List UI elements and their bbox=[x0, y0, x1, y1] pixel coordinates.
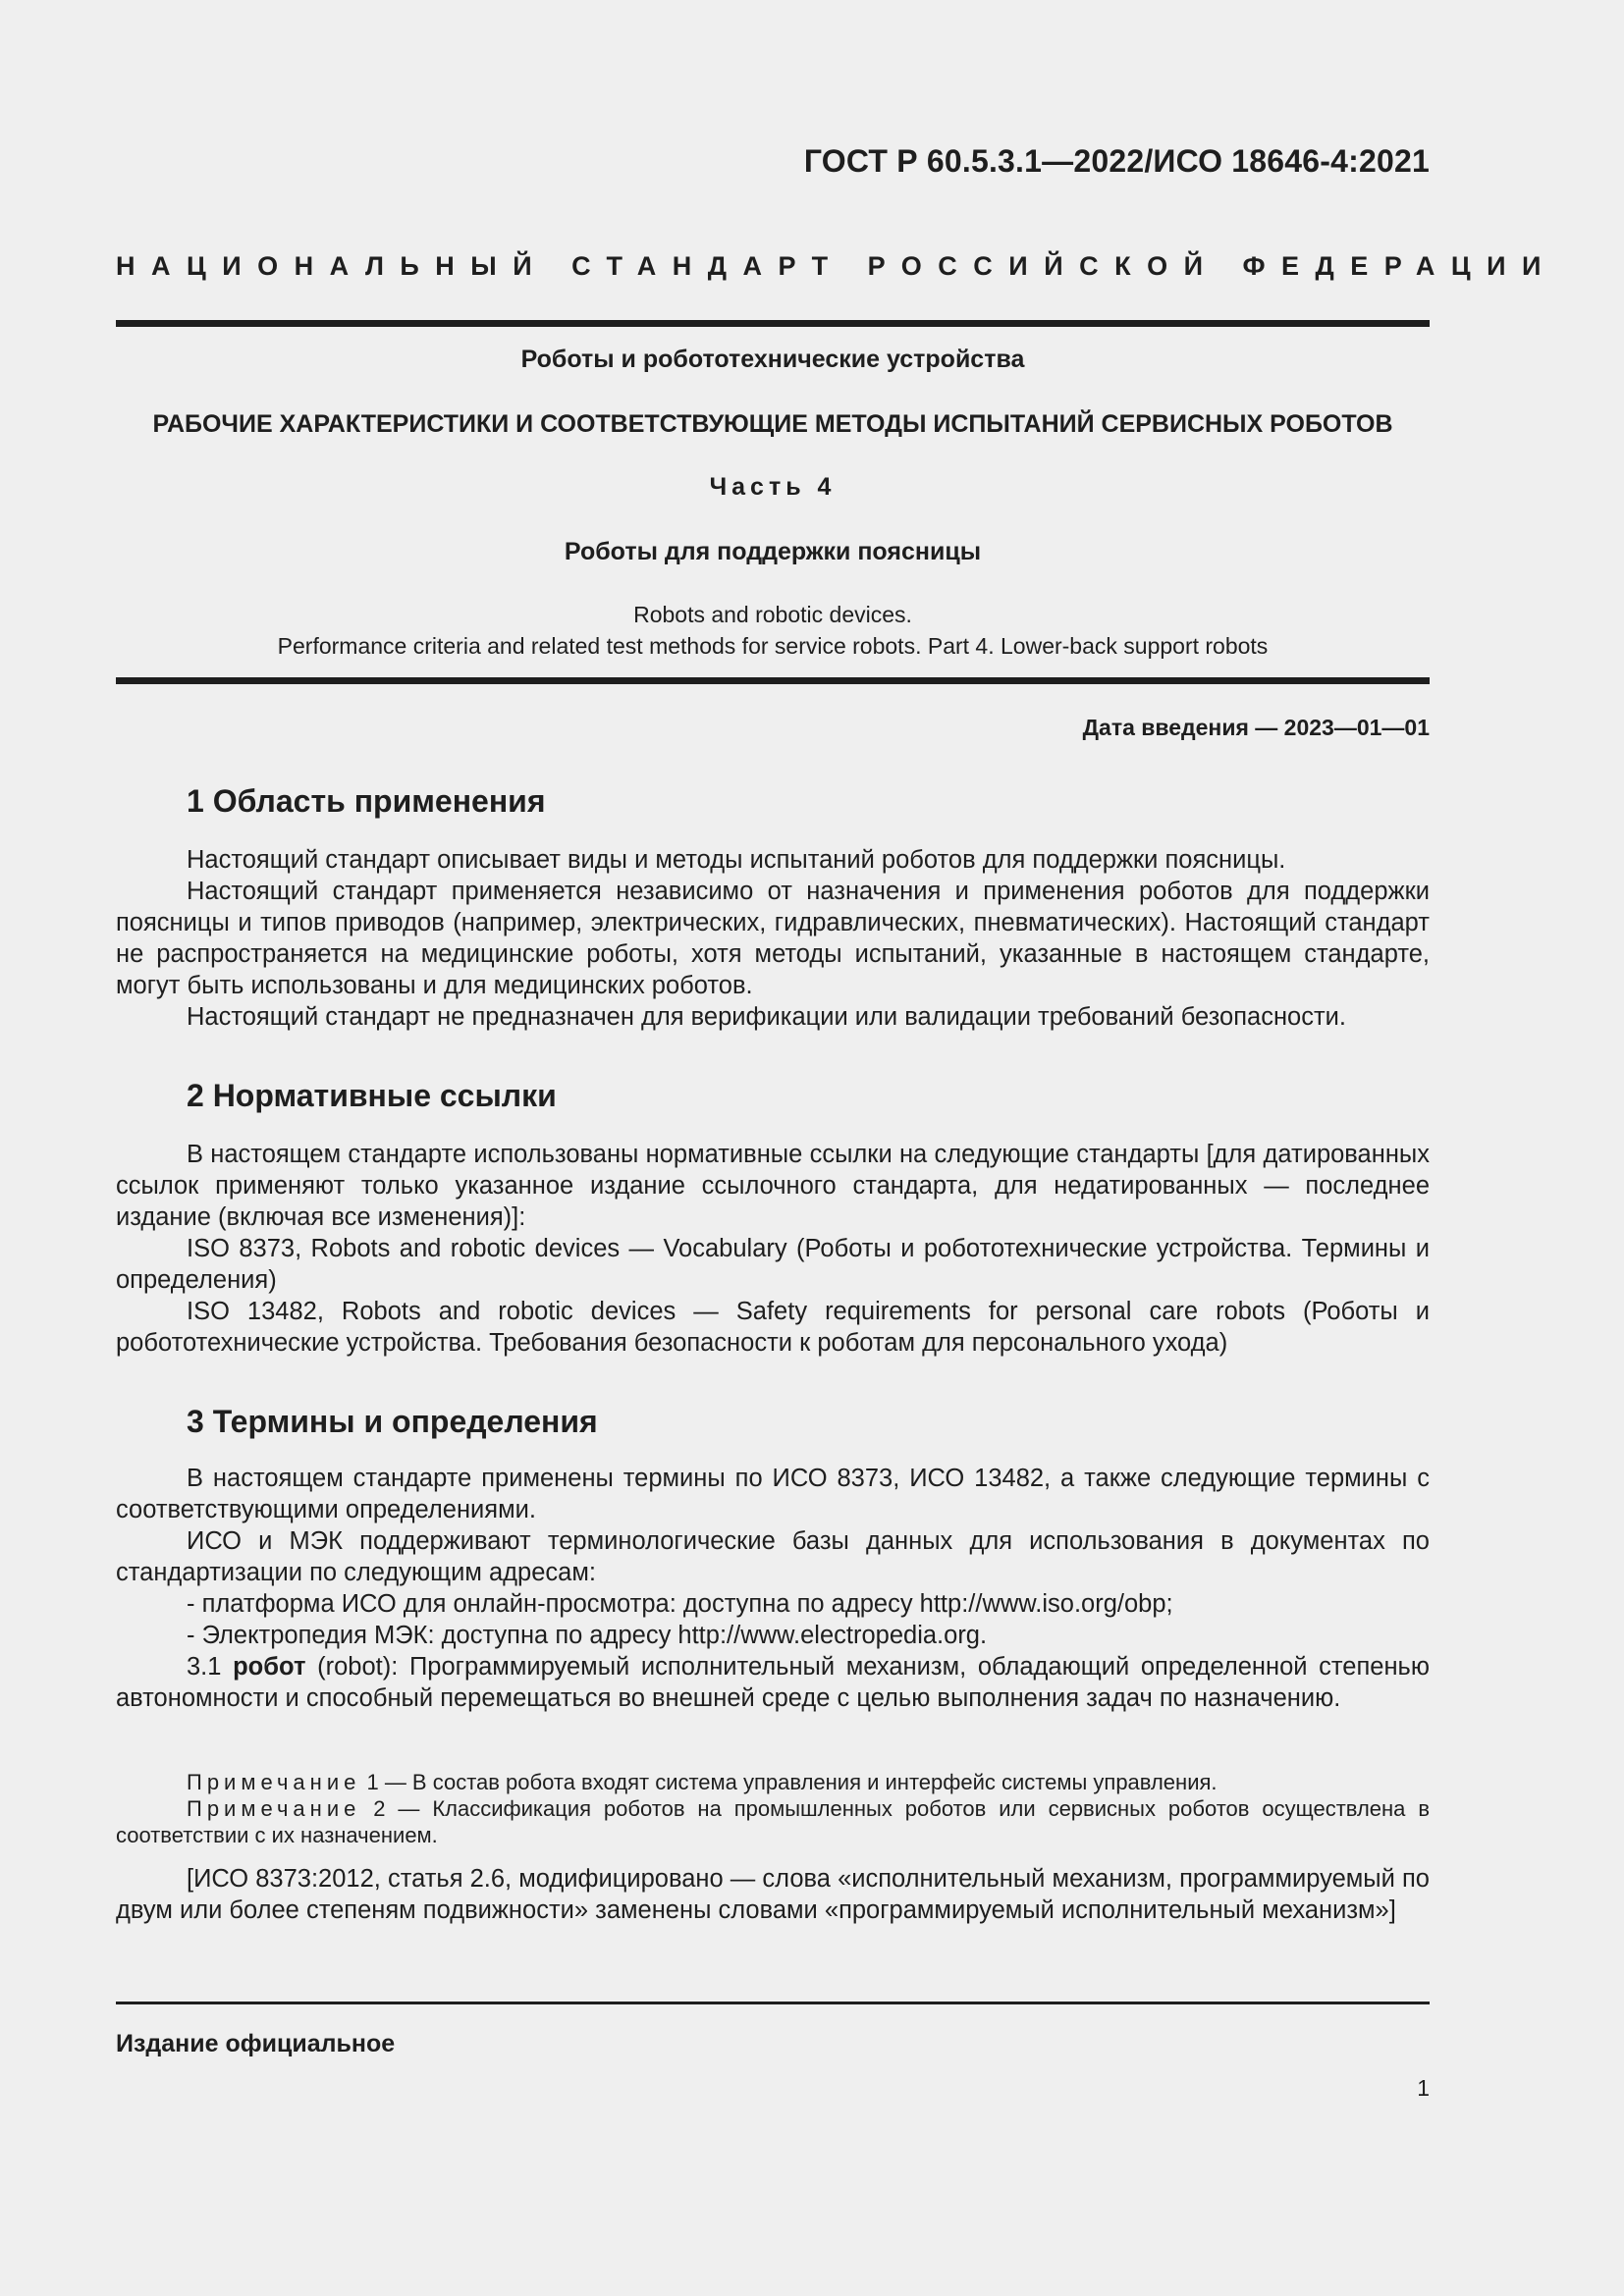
section-1-body bbox=[116, 844, 1430, 1033]
source-note: [ИСО 8373:2012, статья 2.6, модифицировано — слова «исполнительный механизм, программируемый по двум или более степеням подвижности» заменены словами «программируемый исполнительный механизм»] bbox=[116, 1865, 1430, 1924]
introduction-date: Дата введения — 2023—01—01 bbox=[1082, 715, 1430, 740]
title-part: Часть 4 bbox=[709, 473, 837, 501]
national-standard-banner: НАЦИОНАЛЬНЫЙ СТАНДАРТ РОССИЙСКОЙ ФЕДЕРАЦИИ bbox=[116, 251, 1557, 281]
paragraph: В настоящем стандарте использованы нормативные ссылки на следующие стандарты [для датированных ссылок применяют только указанное издание ссылочного стандарта, для недатированных — последнее издание (включая все изменения)]: bbox=[116, 1141, 1430, 1231]
title-english-line-2: Performance criteria and related test methods for service robots. Part 4. Lower-back support robots bbox=[277, 633, 1269, 659]
note-text: 2 — Классификация роботов на промышленных роботов или сервисных роботов осуществлена в соответствии с их назначением. bbox=[116, 1796, 1431, 1847]
paragraph: В настоящем стандарте применены термины по ИСО 8373, ИСО 13482, а также следующие термины с соответствующими определениями. bbox=[116, 1465, 1430, 1523]
note-label: Примечание bbox=[187, 1770, 361, 1794]
document-id: ГОСТ Р 60.5.3.1—2022/ИСО 18646-4:2021 bbox=[803, 143, 1430, 179]
note-2 bbox=[116, 1795, 1430, 1848]
footer-rule bbox=[116, 2002, 1430, 2004]
title-english-line-1: Robots and robotic devices. bbox=[633, 602, 912, 627]
paragraph: Настоящий стандарт описывает виды и методы испытаний роботов для поддержки поясницы. bbox=[187, 846, 1286, 874]
title-rule bbox=[116, 677, 1430, 684]
paragraph: Настоящий стандарт не предназначен для верификации или валидации требований безопасности. bbox=[187, 1003, 1346, 1031]
list-item: - платформа ИСО для онлайн-просмотра: доступна по адресу http://www.iso.org/obp; bbox=[187, 1590, 1173, 1618]
section-3-body bbox=[116, 1463, 1430, 1714]
paragraph: ИСО и МЭК поддерживают терминологические базы данных для использования в документах по стандартизации по следующим адресам: bbox=[116, 1527, 1430, 1586]
note-text: 1 — В состав робота входят система управления и интерфейс системы управления. bbox=[366, 1770, 1218, 1794]
paragraph: Настоящий стандарт применяется независимо от назначения и применения роботов для поддержки поясницы и типов приводов (например, электрических, гидравлических, пневматических). Настоящий стандарт не распространяется на медицинские роботы, хотя методы испытаний, указанные в настоящем стандарте, могут быть использованы и для медицинских роботов. bbox=[116, 878, 1430, 999]
section-3-heading: 3 Термины и определения bbox=[187, 1404, 598, 1439]
definition-text: (robot): Программируемый исполнительный механизм, обладающий определенной степенью автономности и способный перемещаться во внешней среде с целью выполнения задач по назначению. bbox=[116, 1653, 1430, 1712]
title-series: Роботы и робототехнические устройства bbox=[520, 346, 1025, 373]
edition-label: Издание официальное bbox=[116, 2030, 396, 2057]
definition-term: робот bbox=[233, 1653, 306, 1681]
list-item: - Электропедия МЭК: доступна по адресу http://www.electropedia.org. bbox=[187, 1622, 988, 1649]
section-2-body bbox=[116, 1139, 1430, 1359]
title-subtitle: Роботы для поддержки поясницы bbox=[564, 538, 982, 565]
note-1 bbox=[116, 1769, 1430, 1795]
title-main: РАБОЧИЕ ХАРАКТЕРИСТИКИ И СООТВЕТСТВУЮЩИЕ МЕТОДЫ ИСПЫТАНИЙ СЕРВИСНЫХ РОБОТОВ bbox=[152, 410, 1393, 438]
title-english bbox=[116, 599, 1430, 662]
notes bbox=[116, 1769, 1430, 1848]
definition-source bbox=[116, 1863, 1430, 1926]
section-2-heading: 2 Нормативные ссылки bbox=[187, 1078, 557, 1113]
page-number: 1 bbox=[1417, 2075, 1430, 2101]
reference-iso-8373: ISO 8373, Robots and robotic devices — Vocabulary (Роботы и робототехнические устройства. Термины и определения) bbox=[116, 1235, 1430, 1294]
reference-iso-13482: ISO 13482, Robots and robotic devices — Safety requirements for personal care robots (Роботы и робототехнические устройства. Требования безопасности к роботам для персонального ухода) bbox=[116, 1298, 1430, 1357]
definition-3-1 bbox=[116, 1651, 1430, 1714]
top-rule bbox=[116, 320, 1430, 327]
definition-number: 3.1 bbox=[187, 1653, 222, 1681]
note-label: Примечание bbox=[187, 1796, 361, 1821]
section-1-heading: 1 Область применения bbox=[187, 783, 546, 819]
